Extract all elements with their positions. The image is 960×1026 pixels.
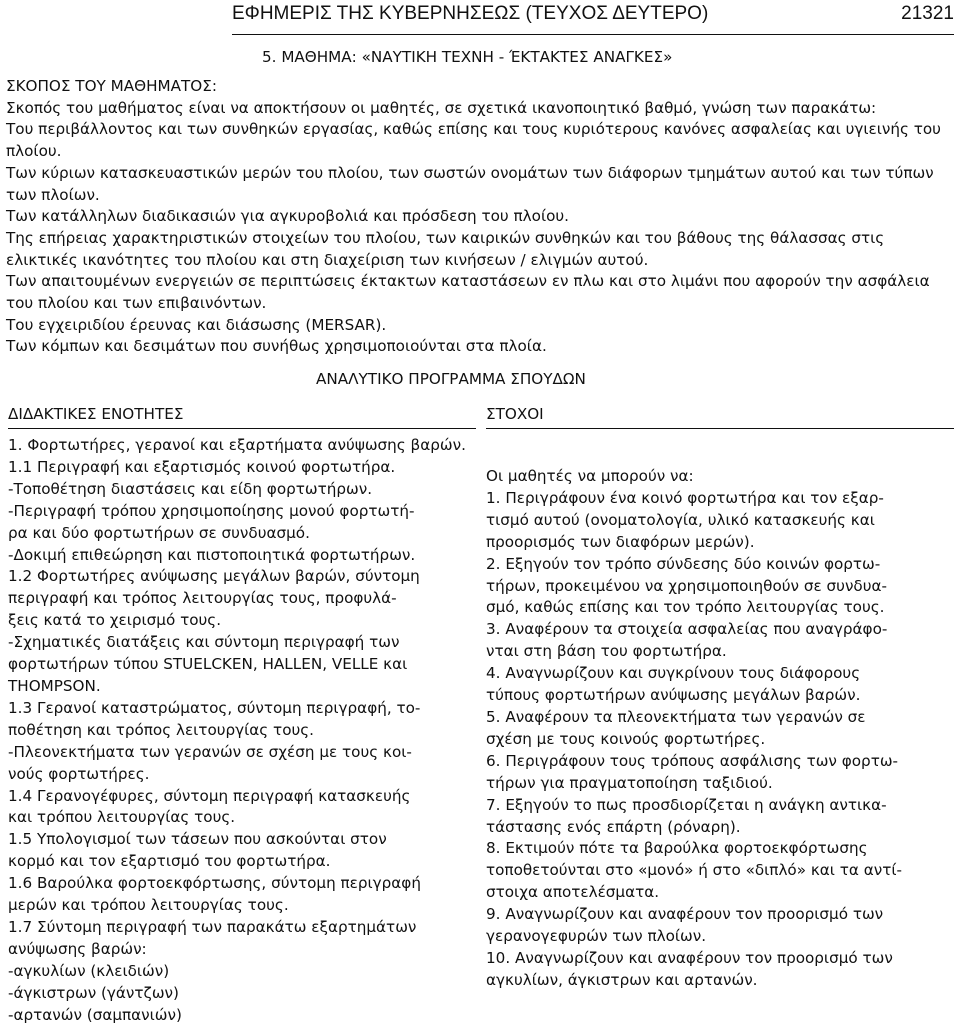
purpose-heading: ΣΚΟΠΟΣ ΤΟΥ ΜΑΘΗΜΑΤΟΣ: xyxy=(6,77,217,95)
teaching-unit-line: 1.5 Υπολογισμοί των τάσεων που ασκούνται στον xyxy=(8,830,387,849)
objective-line: 5. Αναφέρουν τα πλεονεκτήματα των γερανών σε xyxy=(486,707,866,726)
objective-line: στοιχα αποτελέσματα. xyxy=(486,883,660,902)
intro-paragraph: Των απαιτουμένων ενεργειών σε περιπτώσεις έκτακτων καταστάσεων εν πλω και στο λιμάνι που αφορούν την ασφάλεια του πλοίου και των επιβαινόντων. xyxy=(6,272,930,313)
teaching-unit-line: THOMPSON. xyxy=(8,676,101,695)
teaching-unit-line: ρα και δύο φορτωτήρων σε συνδυασμό. xyxy=(8,523,310,542)
teaching-unit-line: φορτωτήρων τύπου STUELCKEN, HALLEN, VELLE και xyxy=(8,655,408,674)
teaching-unit-line: και τρόπου λειτουργίας τους. xyxy=(8,808,236,827)
objective-line: τήρων, προκειμένου να χρησιμοποιηθούν σε συνδυα- xyxy=(486,576,888,595)
program-heading: ΑΝΑΛΥΤΙΚΟ ΠΡΟΓΡΑΜΜΑ ΣΠΟΥΔΩΝ xyxy=(316,370,586,388)
teaching-unit-line: 1.1 Περιγραφή και εξαρτισμός κοινού φορτωτήρα. xyxy=(8,457,396,476)
teaching-unit-line: νούς φορτωτήρες. xyxy=(8,764,150,783)
objective-line: σμό, καθώς επίσης και τον τρόπο λειτουργίας τους. xyxy=(486,598,885,617)
teaching-unit-line: -Πλεονεκτήματα των γερανών σε σχέση με τους κοι- xyxy=(8,742,412,761)
intro-paragraph: Σκοπός του μαθήματος είναι να αποκτήσουν οι μαθητές, σε σχετικά ικανοποιητικό βαθμό, γνώση των παρακάτω: xyxy=(6,98,877,117)
intro-paragraph: Του περιβάλλοντος και των συνθηκών εργασίας, καθώς επίσης και τους κυριότερους κανόνες ασφαλείας και υγιεινής του πλοίου. xyxy=(6,120,941,161)
teaching-unit-line: 1. Φορτωτήρες, γερανοί και εξαρτήματα ανύψωσης βαρών. xyxy=(8,436,466,454)
intro-paragraph: Του εγχειριδίου έρευνας και διάσωσης (MERSAR). xyxy=(6,315,387,334)
objective-line: τάστασης ενός επάρτη (ρόναρη). xyxy=(486,817,741,836)
teaching-unit-line: -Σχηματικές διατάξεις και σύντομη περιγραφή των xyxy=(8,633,400,652)
teaching-unit-line: 1.7 Σύντομη περιγραφή των παρακάτω εξαρτημάτων xyxy=(8,917,417,936)
teaching-unit-line: 1.2 Φορτωτήρες ανύψωσης μεγάλων βαρών, σύντομη xyxy=(8,567,420,586)
objective-line: 1. Περιγράφουν ένα κοινό φορτωτήρα και τον εξαρ- xyxy=(486,488,884,507)
teaching-unit-line: -άγκιστρων (γάντζων) xyxy=(8,983,179,1002)
gazette-title: ΕΦΗΜΕΡΙΣ ΤΗΣ ΚΥΒΕΡΝΗΣΕΩΣ (ΤΕΥΧΟΣ ΔΕΥΤΕΡΟ) xyxy=(232,3,709,24)
objective-line: αγκυλίων, άγκιστρων και αρτανών. xyxy=(486,970,758,989)
teaching-unit-line: 1.3 Γερανοί καταστρώματος, σύντομη περιγραφή, το- xyxy=(8,698,421,717)
objective-line: νται στη βάση του φορτωτήρα. xyxy=(486,642,727,661)
objective-line: 3. Αναφέρουν τα στοιχεία ασφαλείας που αναγράφο- xyxy=(486,620,888,639)
teaching-unit-line: ποθέτηση και τρόπος λειτουργίας τους. xyxy=(8,720,315,739)
teaching-unit-line: κορμό και τον εξαρτισμό του φορτωτήρα. xyxy=(8,852,331,871)
objective-line: σχέση με τους κοινούς φορτωτήρες. xyxy=(486,729,766,748)
objectives-heading: ΣΤΟΧΟΙ xyxy=(486,405,544,423)
table-rule-right xyxy=(486,428,954,429)
objective-line: 2. Εξηγούν τον τρόπο σύνδεσης δύο κοινών φορτω- xyxy=(486,554,881,573)
objective-line: 4. Αναγνωρίζουν και συγκρίνουν τους διάφορους xyxy=(486,664,861,683)
intro-paragraph: Των κόμπων και δεσιμάτων που συνήθως χρησιμοποιούνται στα πλοία. xyxy=(6,337,547,356)
objective-line: τισμό αυτού (ονοματολογία, υλικό κατασκευής και xyxy=(486,510,875,529)
objective-line: 7. Εξηγούν το πως προσδιορίζεται η ανάγκη αντικα- xyxy=(486,795,887,814)
teaching-unit-line: -Περιγραφή τρόπου χρησιμοποίησης μονού φορτωτή- xyxy=(8,501,415,520)
teaching-unit-line: -Τοποθέτηση διαστάσεις και είδη φορτωτήρων. xyxy=(8,479,373,498)
teaching-units-heading: ΔΙΔΑΚΤΙΚΕΣ ΕΝΟΤΗΤΕΣ xyxy=(8,405,184,423)
lesson-title: 5. ΜΑΘΗΜΑ: «ΝΑΥΤΙΚΗ ΤΕΧΝΗ - ΈΚΤΑΚΤΕΣ ΑΝΑΓΚΕΣ» xyxy=(262,48,673,66)
teaching-unit-line: 1.6 Βαρούλκα φορτοεκφόρτωσης, σύντομη περιγραφή xyxy=(8,874,421,893)
intro-paragraph: Των κατάλληλων διαδικασιών για αγκυροβολιά και πρόσδεση του πλοίου. xyxy=(6,207,569,226)
teaching-unit-line: -αρτανών (σαμπανιών) xyxy=(8,1005,182,1024)
teaching-unit-line: -αγκυλίων (κλειδιών) xyxy=(8,961,170,980)
intro-paragraph: Της επήρειας χαρακτηριστικών στοιχείων του πλοίου, των καιρικών συνθηκών και του βάθους της θάλασσας στις ελικτικές ικανότητες του πλοίου και στη διαχείριση των κινήσεων / ελιγμών αυτού. xyxy=(6,228,885,269)
table-rule-left xyxy=(8,428,476,429)
objective-line: τύπους φορτωτήρων ανύψωσης μεγάλων βαρών. xyxy=(486,686,861,705)
objective-line: 9. Αναγνωρίζουν και αναφέρουν τον προορισμό των xyxy=(486,905,884,924)
objectives-column xyxy=(486,466,951,992)
teaching-unit-line: ανύψωσης βαρών: xyxy=(8,939,147,958)
header-rule xyxy=(232,34,954,35)
gazette-header xyxy=(232,3,954,33)
teaching-unit-line: -Δοκιμή επιθεώρηση και πιστοποιητικά φορτωτήρων. xyxy=(8,545,416,564)
objective-line: Οι μαθητές να μπορούν να: xyxy=(486,467,694,485)
teaching-unit-line: 1.4 Γερανογέφυρες, σύντομη περιγραφή κατασκευής xyxy=(8,786,411,805)
objective-line: τήρων για πραγματοποίηση ταξιδιού. xyxy=(486,773,773,792)
objective-line: 8. Εκτιμούν πότε τα βαρούλκα φορτοεκφόρτωσης xyxy=(486,839,868,858)
teaching-units-column xyxy=(8,435,478,1026)
intro-section xyxy=(6,76,956,358)
objective-line: τοποθετούνται στο «μονό» ή στο «διπλό» και τα αντί- xyxy=(486,861,903,880)
intro-paragraph: Των κύριων κατασκευαστικών μερών του πλοίου, των σωστών ονομάτων των διάφορων τμημάτων αυτού και των τύπων των πλοίων. xyxy=(6,163,934,204)
objective-line: γερανογεφυρών των πλοίων. xyxy=(486,927,707,946)
teaching-unit-line: ξεις κατά το χειρισμό τους. xyxy=(8,611,222,630)
teaching-unit-line: μερών και τρόπου λειτουργίας τους. xyxy=(8,896,289,915)
objective-line: 6. Περιγράφουν τους τρόπους ασφάλισης των φορτω- xyxy=(486,751,899,770)
page-number: 21321 xyxy=(901,3,954,24)
objective-line: προορισμός των διαφόρων μερών). xyxy=(486,532,755,551)
objective-line: 10. Αναγνωρίζουν και αναφέρουν τον προορισμό των xyxy=(486,948,893,967)
teaching-unit-line: περιγραφή και τρόπος λειτουργίας τους, προφυλά- xyxy=(8,589,397,608)
